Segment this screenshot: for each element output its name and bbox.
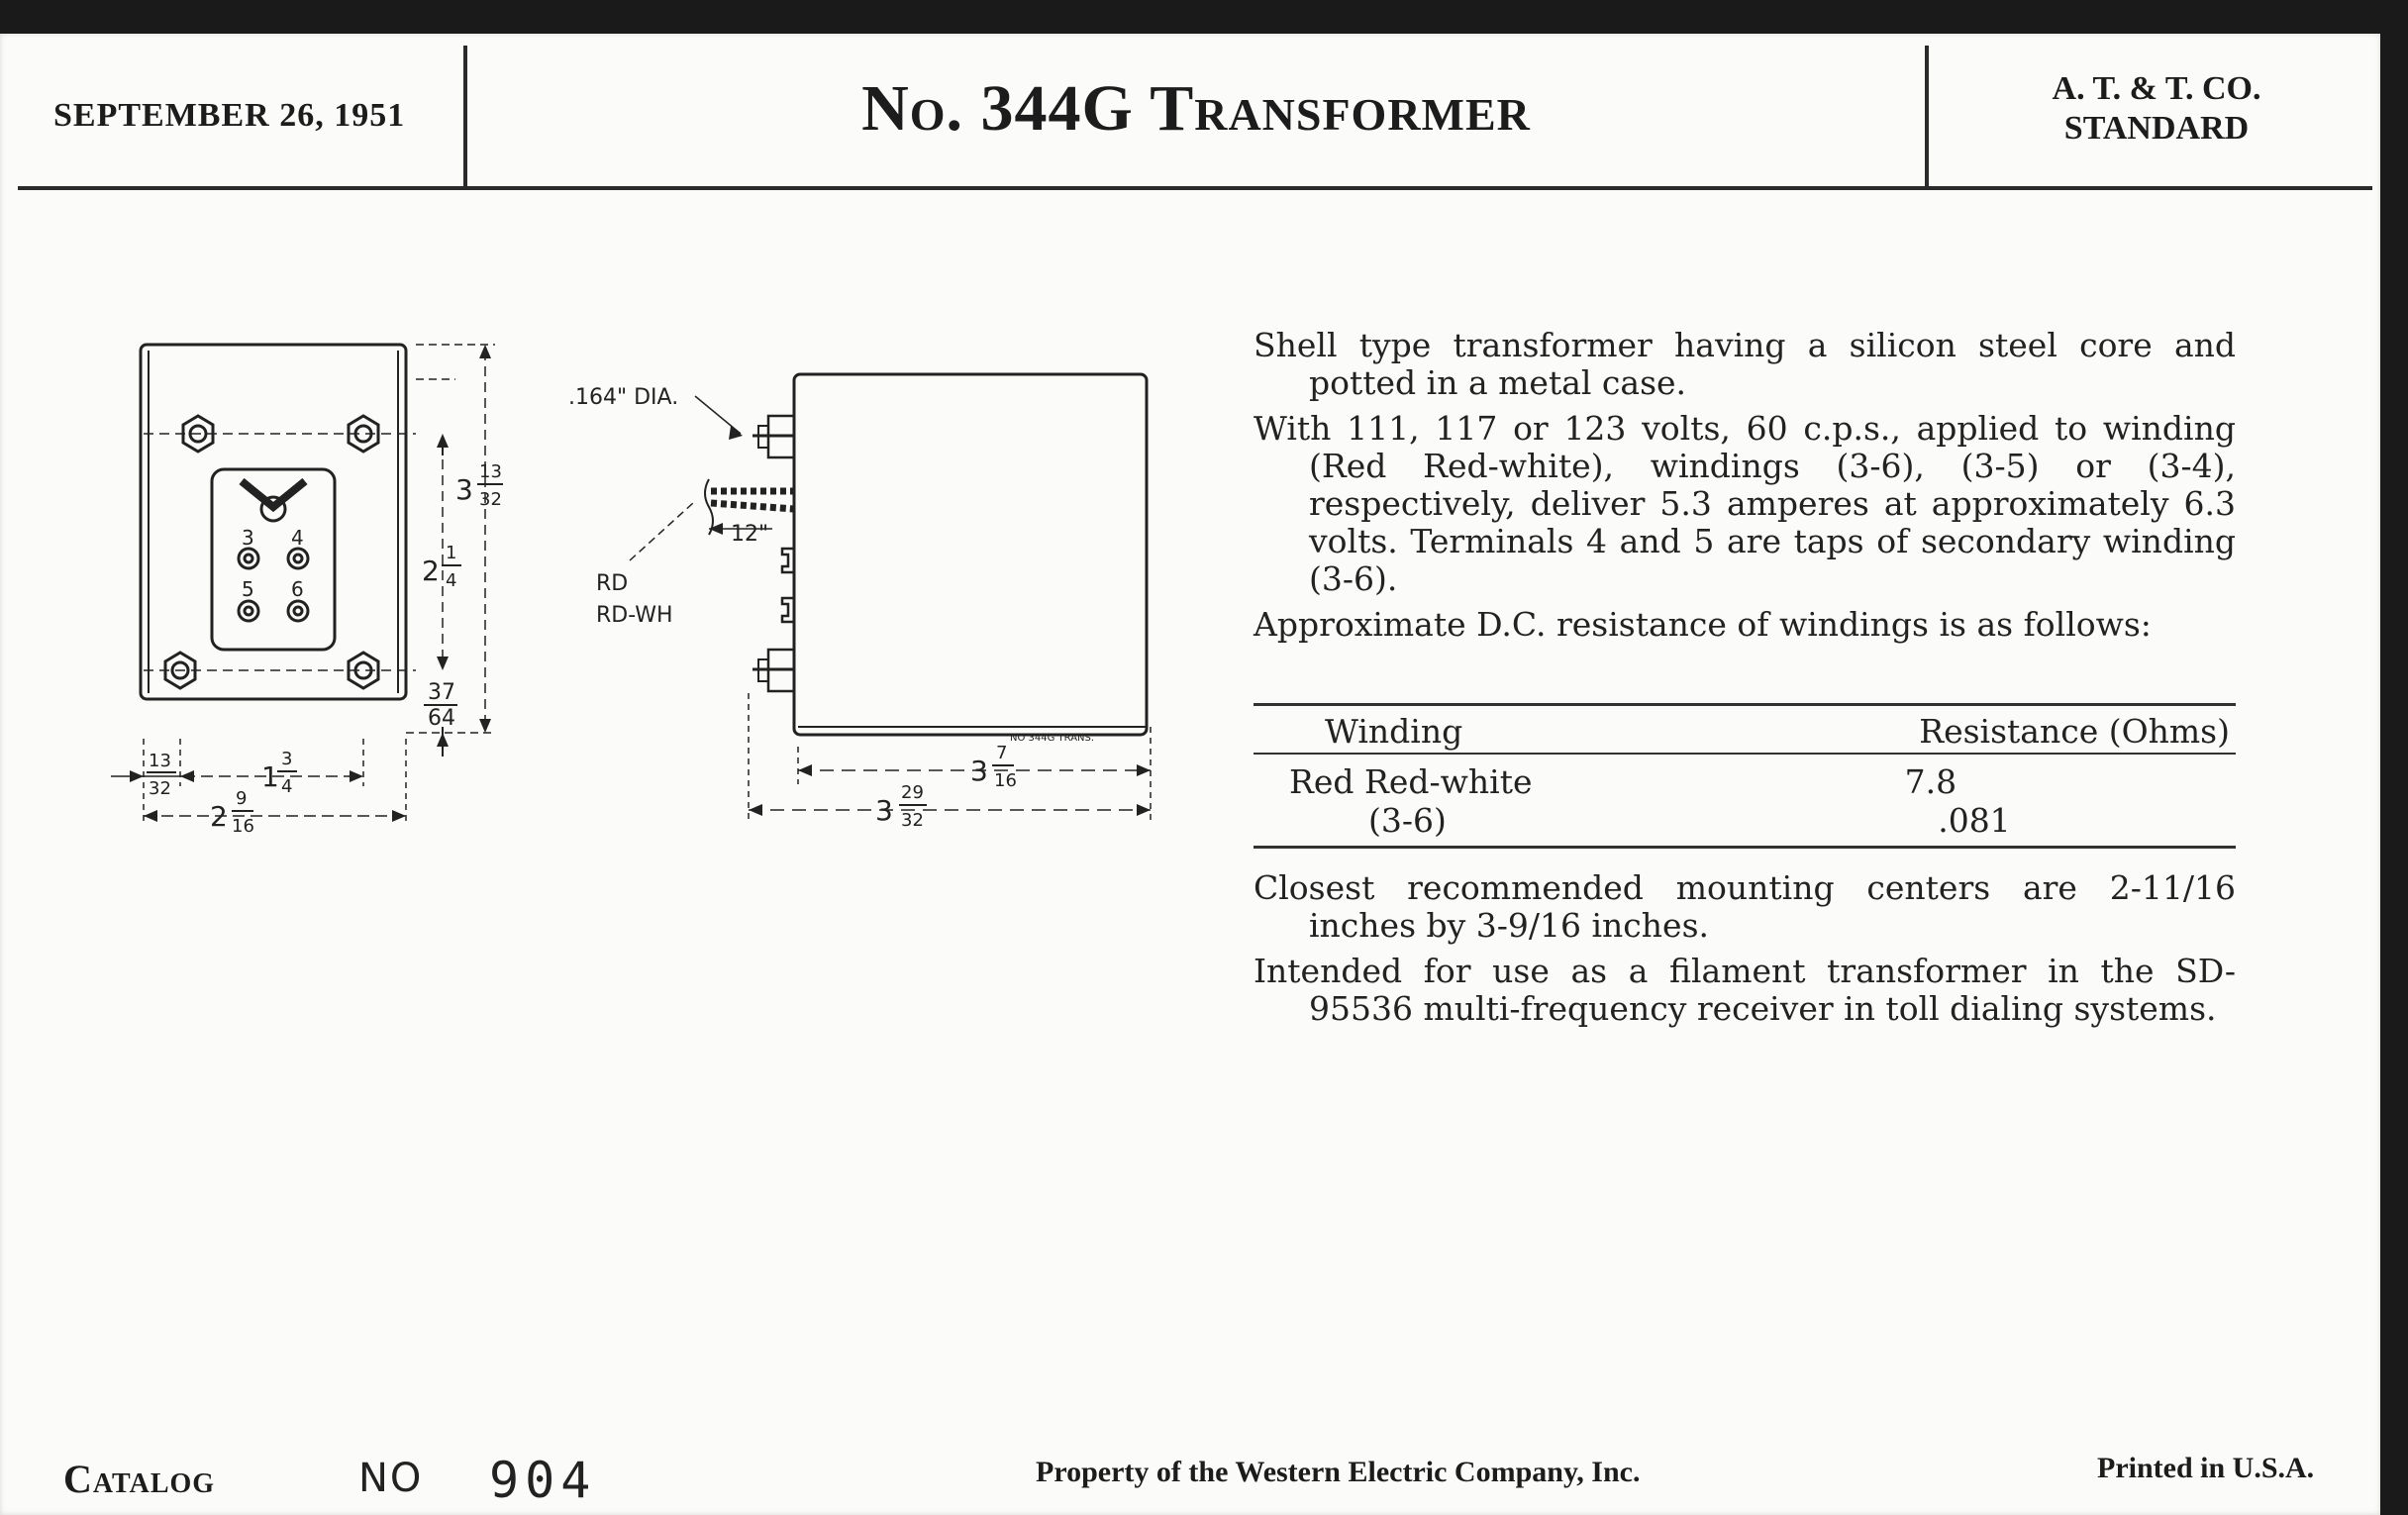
footer-printed-notice: Printed in U.S.A. bbox=[2097, 1452, 2315, 1484]
table-header-resistance: Resistance (Ohms) bbox=[1919, 712, 2230, 751]
svg-text:3: 3 bbox=[970, 755, 988, 787]
notes-paragraph-1: Closest recommended mounting centers are 2-11/16 inches by 3-9/16 inches. bbox=[1254, 868, 2236, 945]
dim-height-lower bbox=[424, 680, 457, 731]
dim-width-centers bbox=[261, 749, 297, 797]
standard-mark bbox=[1929, 69, 2384, 149]
table-header-winding: Winding bbox=[1325, 712, 1463, 751]
lead-length-label: 12" bbox=[731, 522, 769, 547]
terminal-label-4: 4 bbox=[291, 526, 304, 550]
table-cell-winding: (3-6) bbox=[1368, 801, 1447, 840]
page-title: No. 344G Transformer bbox=[861, 72, 1531, 145]
lead-label-rd: RD bbox=[596, 571, 629, 596]
svg-text:4: 4 bbox=[446, 570, 457, 591]
footer-catalog-number: 904 bbox=[489, 1452, 597, 1509]
table-cell-winding: Red Red-white bbox=[1289, 762, 1533, 801]
dim-height-mid bbox=[422, 543, 461, 591]
lead-label-rd-wh: RD-WH bbox=[596, 603, 673, 628]
svg-text:2: 2 bbox=[210, 800, 228, 833]
dim-width-left bbox=[147, 751, 176, 799]
svg-text:9: 9 bbox=[236, 788, 248, 809]
svg-text:16: 16 bbox=[994, 770, 1017, 791]
terminal-label-5: 5 bbox=[242, 577, 254, 601]
footer-catalog-label: Catalog bbox=[63, 1457, 216, 1501]
svg-text:1: 1 bbox=[446, 543, 457, 563]
standard-line-1: A. T. & T. CO. bbox=[2052, 70, 2261, 107]
table-row bbox=[1254, 755, 2236, 801]
svg-text:16: 16 bbox=[232, 816, 254, 837]
svg-text:32: 32 bbox=[901, 810, 924, 831]
dim-side-body bbox=[970, 743, 1017, 791]
notes-paragraph-2: Intended for use as a filament transformer in the SD-95536 multi-frequency receiver in toll dialing systems. bbox=[1254, 952, 2236, 1028]
svg-text:29: 29 bbox=[901, 782, 924, 803]
transformer-drawing bbox=[0, 34, 1208, 925]
description-paragraph-3: Approximate D.C. resistance of windings is as follows: bbox=[1254, 605, 2152, 644]
terminal-label-3: 3 bbox=[242, 526, 254, 550]
svg-text:2: 2 bbox=[422, 555, 440, 587]
description-paragraph-2: With 111, 117 or 123 volts, 60 c.p.s., applied to winding (Red Red-white), windings (3-6), (3-5) or (3-4), respectively, deliver 5.3 amperes at approximately 6.3 volts. Terminals 4 and 5 are taps of secondary winding (3-6). bbox=[1254, 409, 2236, 598]
dim-width-total bbox=[210, 788, 254, 837]
svg-text:1: 1 bbox=[261, 760, 279, 793]
table-row bbox=[1254, 801, 2236, 846]
hole-diameter-label: .164" DIA. bbox=[568, 385, 679, 410]
svg-text:32: 32 bbox=[149, 778, 171, 799]
table-cell-resistance: 7.8 bbox=[1904, 762, 1957, 801]
svg-text:13: 13 bbox=[149, 751, 171, 771]
nameplate-text: NO 344G TRANS. bbox=[1010, 733, 1095, 744]
catalog-card bbox=[0, 34, 2380, 1515]
resistance-table bbox=[1254, 703, 2236, 849]
description-paragraph-1: Shell type transformer having a silicon steel core and potted in a metal case. bbox=[1254, 326, 2236, 402]
dim-height-upper bbox=[455, 461, 503, 510]
svg-text:64: 64 bbox=[428, 706, 455, 731]
svg-text:4: 4 bbox=[281, 776, 293, 797]
svg-text:13: 13 bbox=[479, 461, 502, 482]
side-view-case bbox=[794, 374, 1147, 735]
notes-block bbox=[1254, 869, 2236, 1036]
svg-text:3: 3 bbox=[281, 749, 293, 769]
svg-text:37: 37 bbox=[428, 680, 455, 705]
terminal-label-6: 6 bbox=[291, 577, 304, 601]
description-block bbox=[1254, 327, 2236, 652]
svg-text:32: 32 bbox=[479, 489, 502, 510]
table-header-row bbox=[1254, 706, 2236, 753]
standard-line-2: STANDARD bbox=[2063, 110, 2250, 147]
footer-no-label: NO bbox=[358, 1456, 424, 1501]
svg-text:3: 3 bbox=[875, 794, 893, 827]
svg-text:7: 7 bbox=[996, 743, 1008, 763]
dim-side-overall bbox=[875, 782, 927, 831]
issue-date: SEPTEMBER 26, 1951 bbox=[53, 97, 406, 134]
footer-property-notice: Property of the Western Electric Company, Inc. bbox=[1036, 1456, 1641, 1488]
table-cell-resistance: .081 bbox=[1938, 801, 2011, 840]
svg-text:3: 3 bbox=[455, 473, 473, 506]
